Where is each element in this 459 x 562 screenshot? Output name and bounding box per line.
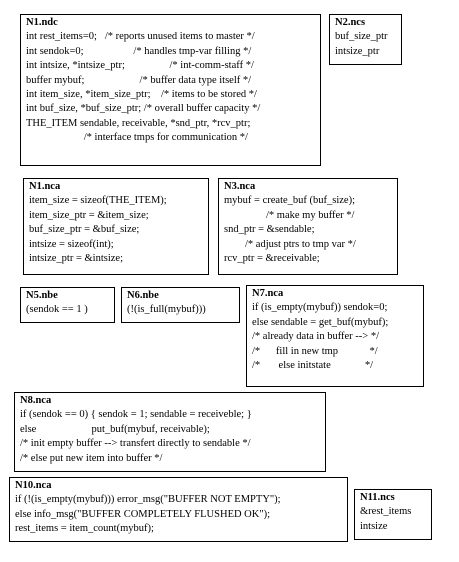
- code-line: (!(is_full(mybuf))): [127, 304, 206, 316]
- code-line: &rest_items: [360, 506, 412, 518]
- node-title: N11.ncs: [360, 492, 395, 503]
- code-line: /* else initstate */: [252, 360, 374, 372]
- code-line: buf_size_ptr = &buf_size;: [29, 224, 140, 236]
- node-title: N2.ncs: [335, 17, 366, 28]
- code-line: buf_size_ptr: [335, 31, 388, 43]
- code-line: /* make my buffer */: [224, 209, 355, 221]
- code-line: item_size_ptr = &item_size;: [29, 209, 149, 221]
- node-n5-nbe: [20, 287, 115, 323]
- code-line: /* init empty buffer --> transfert directly to sendable */: [20, 438, 251, 450]
- code-line: intsize = sizeof(int);: [29, 238, 114, 250]
- node-title: N8.nca: [20, 395, 52, 406]
- code-line: rest_items = item_count(mybuf);: [15, 523, 154, 535]
- node-n10-nca: [9, 477, 348, 542]
- node-title: N3.nca: [224, 181, 256, 192]
- code-line: THE_ITEM sendable, receivable, *snd_ptr, *rcv_ptr;: [26, 117, 251, 129]
- code-line: intsize: [360, 520, 388, 532]
- node-n3-nca: [218, 178, 398, 275]
- code-line: /* fill in new tmp */: [252, 345, 378, 357]
- node-n1-nca: [23, 178, 209, 275]
- code-line: int sendok=0; /* handles tmp-var filling */: [26, 45, 252, 57]
- code-line: if (is_empty(mybuf)) sendok=0;: [252, 302, 388, 314]
- code-line: /* else put new item into buffer */: [20, 452, 163, 464]
- code-line: if (!(is_empty(mybuf))) error_msg("BUFFER NOT EMPTY");: [15, 494, 281, 506]
- code-line: /* adjust ptrs to tmp var */: [224, 238, 356, 250]
- node-title: N6.nbe: [127, 290, 159, 301]
- node-n8-nca: [14, 392, 326, 472]
- code-line: /* interface tmps for communication */: [26, 132, 248, 144]
- node-title: N10.nca: [15, 480, 52, 491]
- node-n11-ncs: [354, 489, 432, 540]
- code-line: snd_ptr = &sendable;: [224, 224, 315, 236]
- node-n2-ncs: [329, 14, 402, 65]
- code-line: rcv_ptr = &receivable;: [224, 253, 320, 265]
- code-line: item_size = sizeof(THE_ITEM);: [29, 195, 167, 207]
- code-line: int rest_items=0; /* reports unused items to master */: [26, 31, 255, 43]
- node-title: N1.ndc: [26, 17, 58, 28]
- code-line: int buf_size, *buf_size_ptr; /* overall buffer capacity */: [26, 103, 261, 115]
- node-title: N7.nca: [252, 288, 284, 299]
- code-line: intsize_ptr = &intsize;: [29, 253, 123, 265]
- code-line: intsize_ptr: [335, 45, 380, 57]
- code-line: mybuf = create_buf (buf_size);: [224, 195, 355, 207]
- code-line: else sendable = get_buf(mybuf);: [252, 316, 389, 328]
- code-line: else put_buf(mybuf, receivable);: [20, 423, 210, 435]
- node-n7-nca: [246, 285, 424, 387]
- node-n6-nbe: [121, 287, 240, 323]
- code-line: if (sendok == 0) { sendok = 1; sendable = receiveble; }: [20, 409, 252, 421]
- code-line: int item_size, *item_size_ptr; /* items to be stored */: [26, 89, 257, 101]
- code-line: else info_msg("BUFFER COMPLETELY FLUSHED OK");: [15, 508, 271, 520]
- code-line: /* already data in buffer --> */: [252, 331, 380, 343]
- code-line: int intsize, *intsize_ptr; /* int-comm-staff */: [26, 60, 254, 72]
- node-title: N1.nca: [29, 181, 61, 192]
- node-title: N5.nbe: [26, 290, 58, 301]
- code-line: (sendok == 1 ): [26, 304, 88, 316]
- node-n1-ndc: [20, 14, 321, 166]
- code-line: buffer mybuf; /* buffer data type itself */: [26, 74, 252, 86]
